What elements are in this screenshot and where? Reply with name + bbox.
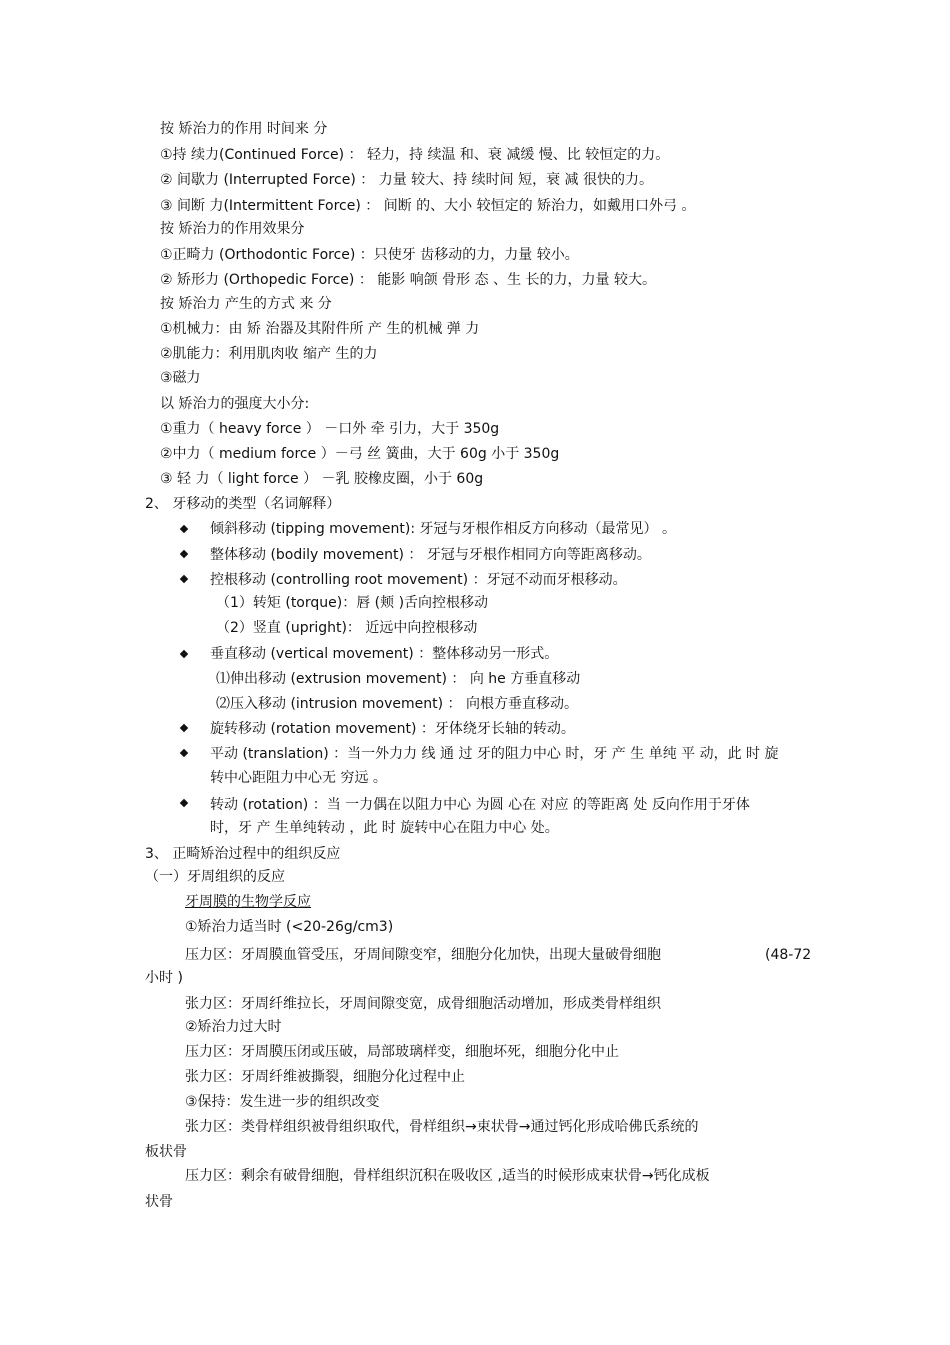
paragraph-line: ①矫治力适当时 (<20-26g/cm3) [185,919,394,935]
diamond-bullet-icon [180,724,188,732]
paragraph-line: ②矫治力过大时 [185,1019,282,1035]
list-item: ①重力（ heavy force ） －口外 牵 引力，大于 350g [160,421,500,437]
paragraph-line-wrap: 板状骨 [145,1144,187,1160]
section-3-heading: 3、 正畸矫治过程中的组织反应 [145,846,341,862]
paragraph-line: ③保持：发生进一步的组织改变 [185,1094,380,1110]
list-item: ③ 轻 力（ light force ） －乳 胶橡皮圈，小于 60g [160,471,484,487]
list-item: ③磁力 [160,370,201,386]
paragraph-line: 张力区：类骨样组织被骨组织取代，骨样组织→束状骨→通过钙化形成哈佛氏系统的 [185,1119,699,1135]
list-item: 垂直移动 (vertical movement) ：整体移动另一形式。 [210,646,559,662]
section-2-heading: 2、 牙移动的类型（名词解释） [145,496,341,512]
sub-item: ⑵压入移动 (intrusion movement) ： 向根方垂直移动。 [216,696,578,712]
list-item: ①持 续力(Continued Force) ： 轻力，持 续温 和、衰 减缓 慢、比 较恒定的力。 [160,147,670,163]
heading-by-strength: 以 矫治力的强度大小分: [160,396,310,412]
list-item: ② 间歇力 (Interrupted Force) ： 力量 较大、持 续时间 短，衰 减 很快的力。 [160,172,653,188]
list-item: 平动 (translation) ：当一外力力 线 通 过 牙的阻力中心 时，牙 产 生 单纯 平 动，此 时 旋 [210,746,779,762]
paragraph-line: 压力区：牙周膜压闭或压破，局部玻璃样变，细胞坏死，细胞分化中止 [185,1044,619,1060]
paragraph-line: 张力区：牙周纤维被撕裂，细胞分化过程中止 [185,1069,465,1085]
heading-by-source: 按 矫治力 产生的方式 来 分 [160,296,332,312]
paragraph-line: 压力区：牙周膜血管受压，牙周间隙变窄，细胞分化加快，出现大量破骨细胞 [185,947,661,963]
list-item: ②肌能力：利用肌肉收 缩产 生的力 [160,346,378,362]
list-item: 倾斜移动 (tipping movement): 牙冠与牙根作相反方向移动（最常见） 。 [210,521,676,537]
subsection-heading: （一）牙周组织的反应 [145,869,285,885]
diamond-bullet-icon [180,550,188,558]
list-item-continuation: 时，牙 产 生单纯转动 ，此 时 旋转中心在阻力中心 处。 [210,820,559,836]
list-item: ①机械力：由 矫 治器及其附件所 产 生的机械 弹 力 [160,321,480,337]
list-item: 控根移动 (controlling root movement) ：牙冠不动而牙根移动。 [210,572,627,588]
underlined-title: 牙周膜的生物学反应 [185,894,311,910]
diamond-bullet-icon [180,749,188,757]
sub-item: （2）竖直 (upright)： 近远中向控根移动 [216,620,478,636]
list-item: 整体移动 (bodily movement) ： 牙冠与牙根作相同方向等距离移动。 [210,547,651,563]
heading-by-effect: 按 矫治力的作用效果分 [160,221,305,237]
diamond-bullet-icon [180,650,188,658]
diamond-bullet-icon [180,799,188,807]
list-item: 旋转移动 (rotation movement) ：牙体绕牙长轴的转动。 [210,721,575,737]
paragraph-line-wrap: 状骨 [145,1194,173,1210]
list-item: ③ 间断 力(Intermittent Force) ： 间断 的、大小 较恒定的 矫治力，如戴用口外弓 。 [160,198,696,214]
diamond-bullet-icon [180,575,188,583]
paragraph-line: 张力区：牙周纤维拉长，牙周间隙变宽，成骨细胞活动增加，形成类骨样组织 [185,996,661,1012]
list-item: 转动 (rotation) ：当 一力偶在以阻力中心 为圆 心在 对应 的等距离 处 反向作用于牙体 [210,797,750,813]
list-item: ①正畸力 (Orthodontic Force) ：只使牙 齿移动的力，力量 较小。 [160,247,579,263]
sub-item: （1）转矩 (torque)：唇 (颊 )舌向控根移动 [216,595,489,611]
paragraph-line-wrap: 小时 ) [145,970,183,986]
list-item: ② 矫形力 (Orthopedic Force) ： 能影 响颌 骨形 态 、生 长的力，力量 较大。 [160,272,656,288]
paragraph-line-end: (48-72 [765,947,812,963]
diamond-bullet-icon [180,525,188,533]
list-item-continuation: 转中心距阻力中心无 穷远 。 [210,770,387,786]
sub-item: ⑴伸出移动 (extrusion movement) ： 向 he 方垂直移动 [216,671,581,687]
paragraph-line: 压力区：剩余有破骨细胞，骨样组织沉积在吸收区 ,适当的时候形成束状骨→钙化成板 [185,1168,710,1184]
list-item: ②中力（ medium force ）－弓 丝 簧曲，大于 60g 小于 350g [160,446,560,462]
heading-by-time: 按 矫治力的作用 时间来 分 [160,121,328,137]
